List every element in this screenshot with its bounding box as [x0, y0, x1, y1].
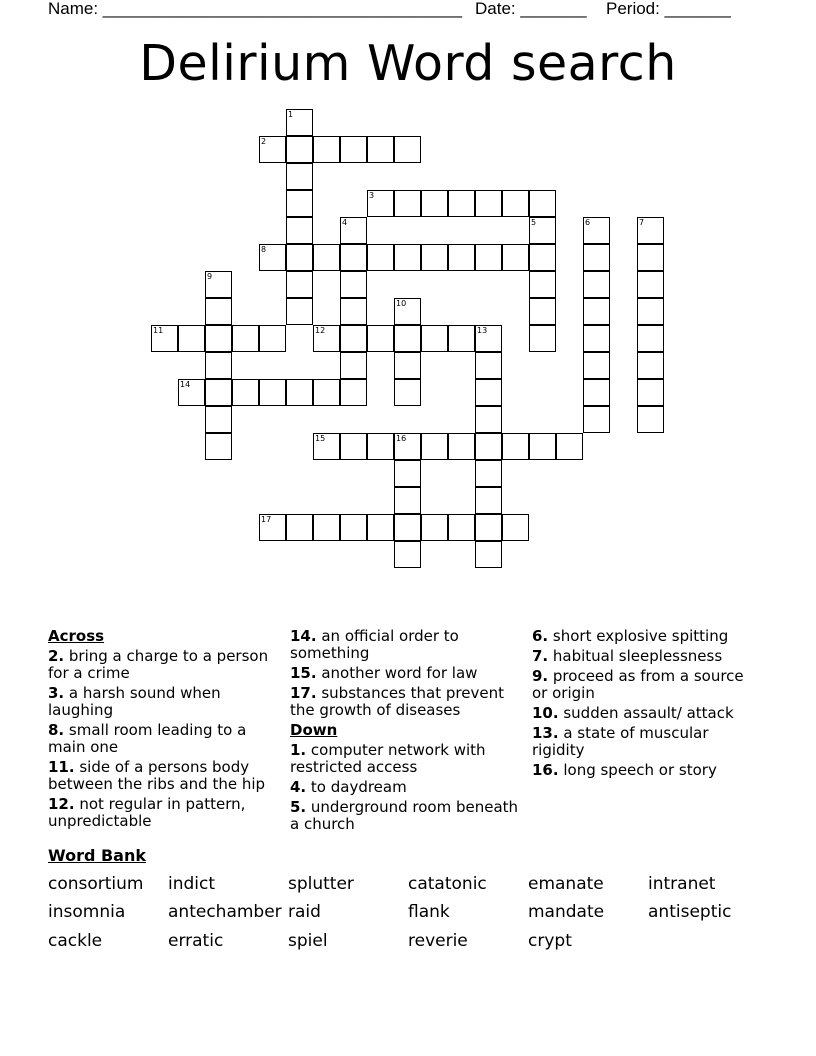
clue-item-text: sudden assault/ attack — [558, 704, 734, 722]
word-bank-word: consortium — [48, 874, 144, 894]
grid-cell[interactable] — [475, 325, 502, 352]
clue-item-number: 13. — [532, 724, 559, 742]
grid-cell[interactable] — [529, 298, 556, 325]
grid-cell[interactable] — [448, 244, 475, 271]
word-bank-word: antiseptic — [648, 902, 732, 922]
clue-number: 5 — [531, 218, 537, 227]
grid-cell[interactable] — [205, 379, 232, 406]
grid-cell[interactable] — [367, 514, 394, 541]
grid-cell[interactable] — [313, 433, 340, 460]
grid-cell[interactable] — [259, 379, 286, 406]
clue-number: 15 — [315, 434, 326, 443]
grid-cell[interactable] — [583, 406, 610, 433]
grid-cell[interactable] — [394, 541, 421, 568]
grid-cell[interactable] — [286, 271, 313, 298]
clue-item-text: to daydream — [306, 778, 407, 796]
grid-cell[interactable] — [448, 433, 475, 460]
word-bank-word: erratic — [168, 931, 224, 951]
clue-item-text: bring a charge to a person for a crime — [48, 647, 269, 682]
word-bank-word: insomnia — [48, 902, 126, 922]
clue-item — [532, 762, 762, 779]
clue-item — [48, 648, 278, 682]
grid-cell[interactable] — [475, 244, 502, 271]
grid-cell[interactable] — [421, 325, 448, 352]
grid-cell[interactable] — [637, 244, 664, 271]
grid-cell[interactable] — [340, 298, 367, 325]
grid-cell[interactable] — [286, 514, 313, 541]
grid-cell[interactable] — [313, 325, 340, 352]
word-bank-word: indict — [168, 874, 216, 894]
clue-item-number: 9. — [532, 667, 549, 685]
clue-item-number: 3. — [48, 684, 65, 702]
clue-item-number: 1. — [290, 741, 307, 759]
clue-number: 14 — [180, 380, 191, 389]
grid-cell[interactable] — [421, 190, 448, 217]
grid-cell[interactable] — [259, 136, 286, 163]
clue-item-number: 4. — [290, 778, 307, 796]
clue-item-text: short explosive spitting — [548, 627, 729, 645]
clue-item-number: 6. — [532, 627, 549, 645]
clue-item-text: small room leading to a main one — [48, 721, 247, 756]
word-bank-word: raid — [288, 902, 321, 922]
clue-number: 7 — [639, 218, 645, 227]
word-bank-word: spiel — [288, 931, 328, 951]
grid-cell[interactable] — [583, 217, 610, 244]
grid-cell[interactable] — [286, 298, 313, 325]
word-bank-word: emanate — [528, 874, 604, 894]
grid-cell[interactable] — [340, 271, 367, 298]
grid-cell[interactable] — [286, 109, 313, 136]
clue-item-text: habitual sleeplessness — [548, 647, 723, 665]
grid-cell[interactable] — [583, 379, 610, 406]
grid-cell[interactable] — [529, 271, 556, 298]
grid-cell[interactable] — [205, 298, 232, 325]
grid-cell[interactable] — [394, 379, 421, 406]
clue-item-text: proceed as from a source or origin — [532, 667, 744, 702]
word-bank-word: splutter — [288, 874, 354, 894]
grid-cell[interactable] — [637, 217, 664, 244]
grid-cell[interactable] — [151, 325, 178, 352]
word-bank-word: flank — [408, 902, 450, 922]
grid-cell[interactable] — [286, 244, 313, 271]
grid-cell[interactable] — [286, 136, 313, 163]
grid-cell[interactable] — [367, 244, 394, 271]
clue-number: 3 — [369, 191, 375, 200]
clue-item — [290, 685, 520, 719]
clue-item — [290, 799, 520, 833]
grid-cell[interactable] — [583, 298, 610, 325]
clues-column-3 — [532, 628, 762, 782]
clue-item-number: 2. — [48, 647, 65, 665]
grid-cell[interactable] — [502, 433, 529, 460]
grid-cell[interactable] — [448, 190, 475, 217]
grid-cell[interactable] — [637, 271, 664, 298]
clue-item — [532, 648, 762, 665]
grid-cell[interactable] — [637, 352, 664, 379]
clue-item — [48, 722, 278, 756]
grid-cell[interactable] — [637, 406, 664, 433]
word-bank-word: crypt — [528, 931, 572, 951]
date-field-label: Date: _______ — [475, 0, 587, 18]
clue-item-text: computer network with restricted access — [290, 741, 486, 776]
grid-cell[interactable] — [475, 487, 502, 514]
clue-item — [290, 665, 520, 682]
grid-cell[interactable] — [502, 244, 529, 271]
grid-cell[interactable] — [583, 325, 610, 352]
clue-item-text: not regular in pattern, unpredictable — [48, 795, 246, 830]
grid-cell[interactable] — [394, 298, 421, 325]
grid-cell[interactable] — [178, 379, 205, 406]
grid-cell[interactable] — [475, 352, 502, 379]
grid-cell[interactable] — [421, 514, 448, 541]
grid-cell[interactable] — [313, 514, 340, 541]
grid-cell[interactable] — [367, 190, 394, 217]
clue-item — [48, 796, 278, 830]
word-bank-word: antechamber — [168, 902, 282, 922]
clue-number: 9 — [207, 272, 213, 281]
clue-item — [48, 759, 278, 793]
clue-item-number: 12. — [48, 795, 75, 813]
clue-item — [532, 668, 762, 702]
clue-number: 4 — [342, 218, 348, 227]
grid-cell[interactable] — [259, 325, 286, 352]
grid-cell[interactable] — [394, 460, 421, 487]
grid-cell[interactable] — [556, 433, 583, 460]
page-title: Delirium Word search — [139, 35, 677, 92]
clue-item-text: substances that prevent the growth of diseases — [290, 684, 504, 719]
clue-item-number: 7. — [532, 647, 549, 665]
grid-cell[interactable] — [205, 433, 232, 460]
grid-cell[interactable] — [205, 406, 232, 433]
period-field-label: Period: _______ — [606, 0, 731, 18]
clue-number: 10 — [396, 299, 407, 308]
clue-item-number: 10. — [532, 704, 559, 722]
clue-item-text: a harsh sound when laughing — [48, 684, 221, 719]
clue-item-number: 14. — [290, 627, 317, 645]
grid-cell[interactable] — [394, 433, 421, 460]
down-heading: Down — [290, 721, 338, 739]
clue-number: 16 — [396, 434, 407, 443]
grid-cell[interactable] — [205, 325, 232, 352]
word-bank-heading: Word Bank — [48, 846, 147, 865]
grid-cell[interactable] — [475, 406, 502, 433]
grid-cell[interactable] — [340, 433, 367, 460]
word-bank-word: reverie — [408, 931, 468, 951]
clue-item-number: 8. — [48, 721, 65, 739]
grid-cell[interactable] — [394, 136, 421, 163]
grid-cell[interactable] — [205, 271, 232, 298]
grid-cell[interactable] — [178, 325, 205, 352]
grid-cell[interactable] — [232, 325, 259, 352]
grid-cell[interactable] — [448, 325, 475, 352]
grid-cell[interactable] — [394, 325, 421, 352]
clue-item-number: 16. — [532, 761, 559, 779]
clue-number: 11 — [153, 326, 164, 335]
word-bank-word: catatonic — [408, 874, 487, 894]
grid-cell[interactable] — [286, 379, 313, 406]
clue-number: 12 — [315, 326, 326, 335]
grid-cell[interactable] — [286, 217, 313, 244]
clue-number: 6 — [585, 218, 591, 227]
grid-cell[interactable] — [475, 541, 502, 568]
clue-item-text: a state of muscular rigidity — [532, 724, 709, 759]
grid-cell[interactable] — [421, 433, 448, 460]
grid-cell[interactable] — [394, 514, 421, 541]
grid-cell[interactable] — [313, 379, 340, 406]
clue-item-text: another word for law — [316, 664, 478, 682]
clue-number: 13 — [477, 326, 488, 335]
grid-cell[interactable] — [583, 244, 610, 271]
grid-cell[interactable] — [475, 379, 502, 406]
grid-cell[interactable] — [340, 325, 367, 352]
clue-item — [290, 779, 520, 796]
grid-cell[interactable] — [286, 190, 313, 217]
clue-item — [532, 705, 762, 722]
clue-item-number: 5. — [290, 798, 307, 816]
grid-cell[interactable] — [637, 379, 664, 406]
name-field-label: Name: ______________________________________ — [48, 0, 463, 18]
clue-number: 1 — [288, 110, 294, 119]
grid-cell[interactable] — [259, 244, 286, 271]
grid-cell[interactable] — [475, 460, 502, 487]
clue-item — [48, 685, 278, 719]
grid-cell[interactable] — [529, 217, 556, 244]
clue-item — [532, 725, 762, 759]
grid-cell[interactable] — [637, 298, 664, 325]
grid-cell[interactable] — [367, 433, 394, 460]
grid-cell[interactable] — [232, 379, 259, 406]
across-heading: Across — [48, 627, 105, 645]
clue-item-text: long speech or story — [558, 761, 717, 779]
grid-cell[interactable] — [637, 325, 664, 352]
clue-number: 17 — [261, 515, 272, 524]
grid-cell[interactable] — [394, 352, 421, 379]
grid-cell[interactable] — [340, 352, 367, 379]
clue-item-text: underground room beneath a church — [290, 798, 519, 833]
grid-cell[interactable] — [394, 190, 421, 217]
word-bank-word: intranet — [648, 874, 716, 894]
clue-item-text: side of a persons body between the ribs and the hip — [48, 758, 266, 793]
clues-column-1 — [48, 628, 278, 833]
grid-cell[interactable] — [529, 325, 556, 352]
word-bank-word: mandate — [528, 902, 605, 922]
grid-cell[interactable] — [502, 190, 529, 217]
grid-cell[interactable] — [259, 514, 286, 541]
grid-cell[interactable] — [421, 244, 448, 271]
clue-item-number: 15. — [290, 664, 317, 682]
grid-cell[interactable] — [529, 433, 556, 460]
grid-cell[interactable] — [502, 514, 529, 541]
grid-cell[interactable] — [340, 514, 367, 541]
grid-cell[interactable] — [394, 244, 421, 271]
grid-cell[interactable] — [529, 244, 556, 271]
clue-item — [290, 628, 520, 662]
grid-cell[interactable] — [340, 244, 367, 271]
clue-item — [290, 742, 520, 776]
grid-cell[interactable] — [313, 136, 340, 163]
grid-cell[interactable] — [340, 136, 367, 163]
grid-cell[interactable] — [475, 190, 502, 217]
clue-number: 2 — [261, 137, 267, 146]
grid-cell[interactable] — [583, 352, 610, 379]
grid-cell[interactable] — [394, 487, 421, 514]
grid-cell[interactable] — [205, 352, 232, 379]
grid-cell[interactable] — [367, 325, 394, 352]
clues-column-2 — [290, 628, 520, 836]
grid-cell[interactable] — [475, 433, 502, 460]
clue-item — [532, 628, 762, 645]
clue-item-number: 11. — [48, 758, 75, 776]
grid-cell[interactable] — [340, 379, 367, 406]
grid-cell[interactable] — [583, 271, 610, 298]
word-bank-word: cackle — [48, 931, 103, 951]
grid-cell[interactable] — [286, 163, 313, 190]
grid-cell[interactable] — [529, 190, 556, 217]
grid-cell[interactable] — [475, 514, 502, 541]
clue-item-number: 17. — [290, 684, 317, 702]
grid-cell[interactable] — [313, 244, 340, 271]
grid-cell[interactable] — [340, 217, 367, 244]
clue-item-text: an official order to something — [290, 627, 459, 662]
clue-number: 8 — [261, 245, 267, 254]
grid-cell[interactable] — [367, 136, 394, 163]
grid-cell[interactable] — [448, 514, 475, 541]
